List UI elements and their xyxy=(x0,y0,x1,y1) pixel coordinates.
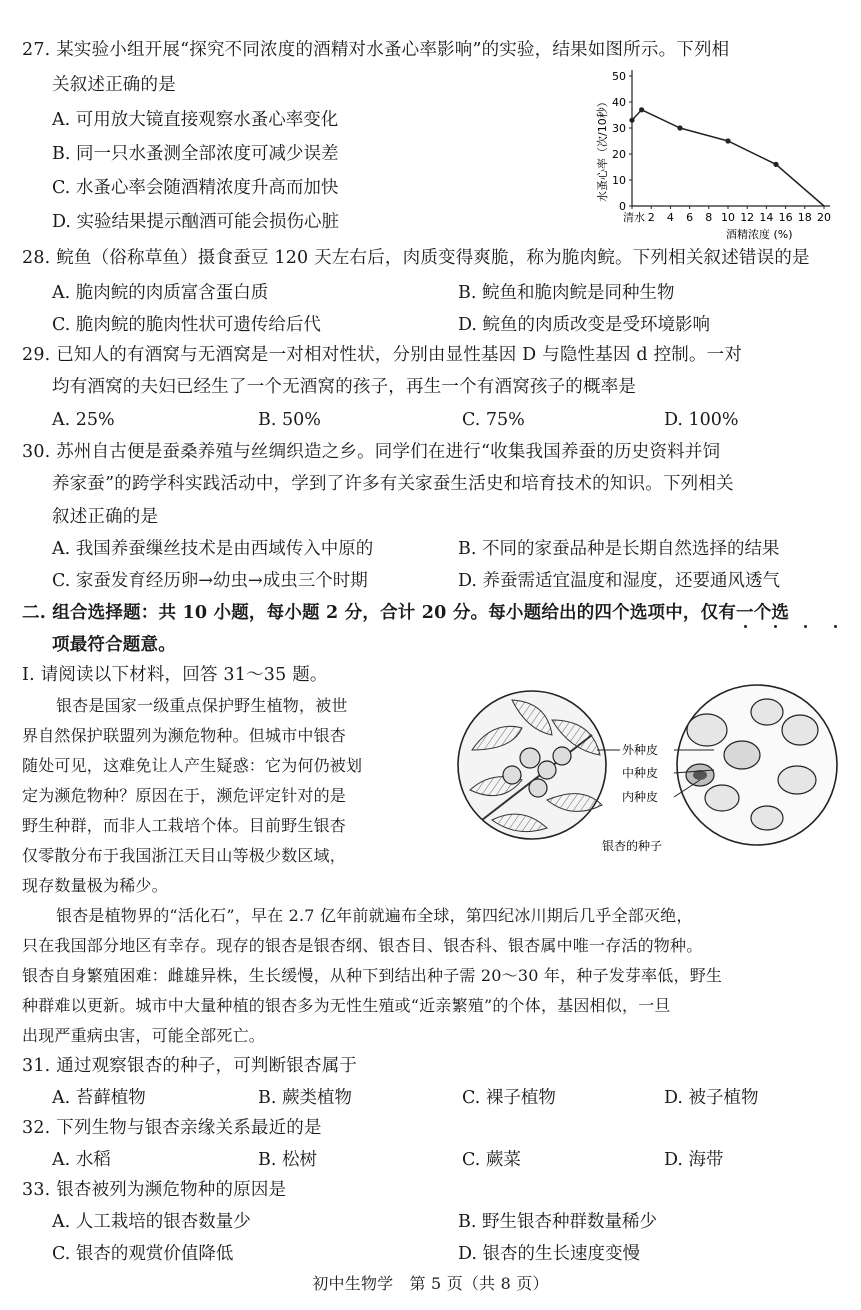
q33-option-b: B. 野生银杏种群数量稀少 xyxy=(458,1212,657,1232)
material-p2-line4: 种群难以更新。城市中大量种植的银杏多为无性生殖或“近亲繁殖”的个体，基因相似，一旦 xyxy=(22,996,671,1015)
material-p1-line3: 随处可见，这难免让人产生疑惑：它为何仍被划 xyxy=(22,756,363,775)
heart-rate-chart xyxy=(588,62,850,244)
chart-y-tick-label: 50 xyxy=(612,70,626,83)
q32-option-a: A. 水稻 xyxy=(52,1150,111,1170)
ginkgo-branch-illustration xyxy=(458,691,606,839)
material-heading: Ⅰ. 请阅读以下材料，回答 31～35 题。 xyxy=(22,665,328,685)
material-p2-line3: 银杏自身繁殖困难：雌雄异株，生长缓慢，从种下到结出种子需 20～30 年，种子发芽率低，野生 xyxy=(22,966,723,985)
label-outer-seed-coat: 外种皮 xyxy=(622,743,659,757)
q33-option-c: C. 银杏的观赏价值降低 xyxy=(52,1244,234,1264)
q33-option-d: D. 银杏的生长速度变慢 xyxy=(458,1244,641,1264)
chart-x-axis-label: 酒精浓度 (%) xyxy=(726,228,793,241)
q30-stem-line2: 养家蚕”的跨学科实践活动中，学到了许多有关家蚕生活史和培育技术的知识。下列相关 xyxy=(52,474,734,494)
q30-option-c: C. 家蚕发育经历卵→幼虫→成虫三个时期 xyxy=(52,571,368,591)
q32-option-b: B. 松树 xyxy=(258,1150,317,1170)
q31-option-c: C. 裸子植物 xyxy=(462,1088,556,1108)
label-middle-seed-coat: 中种皮 xyxy=(622,766,659,780)
q29-option-a: A. 25% xyxy=(52,410,115,430)
chart-x-tick-label: 2 xyxy=(647,211,655,224)
chart-x-tick-label: 8 xyxy=(705,211,713,224)
chart-data-point xyxy=(725,138,730,143)
material-p1-line5: 野生种群，而非人工栽培个体。目前野生银杏 xyxy=(22,816,347,835)
material-p1-line7: 现存数量极为稀少。 xyxy=(22,876,168,895)
q32-option-d: D. 海带 xyxy=(664,1150,724,1170)
q27-stem-line2: 关叙述正确的是 xyxy=(52,75,176,95)
q31-option-b: B. 蕨类植物 xyxy=(258,1088,352,1108)
material-p2-line5: 出现严重病虫害，可能全部死亡。 xyxy=(22,1026,266,1045)
chart-data-point xyxy=(773,162,778,167)
chart-y-tick-label: 10 xyxy=(612,174,626,187)
q30-option-d: D. 养蚕需适宜温度和湿度，还要通风透气 xyxy=(458,571,781,591)
q29-option-d: D. 100% xyxy=(664,410,739,430)
ginkgo-seed-figure xyxy=(452,680,852,870)
q29-stem-line2: 均有酒窝的夫妇已经生了一个无酒窝的孩子，再生一个有酒窝孩子的概率是 xyxy=(52,377,637,397)
material-p2-line2: 只在我国部分地区有幸存。现存的银杏是银杏纲、银杏目、银杏科、银杏属中唯一存活的物种。 xyxy=(22,936,703,955)
q30-option-b: B. 不同的家蚕品种是长期自然选择的结果 xyxy=(458,539,780,559)
chart-x-tick-label: 4 xyxy=(666,211,674,224)
material-p2-line1: 银杏是植物界的“活化石”，早在 2.7 亿年前就遍布全球，第四纪冰川期后几乎全部灭绝， xyxy=(56,906,693,925)
chart-y-tick-label: 0 xyxy=(619,200,626,213)
chart-data-point xyxy=(639,107,644,112)
chart-x-tick-label: 10 xyxy=(721,211,735,224)
q30-option-a: A. 我国养蚕缫丝技术是由西域传入中原的 xyxy=(52,539,374,559)
ginkgo-seed-closeup xyxy=(677,685,837,845)
q27-option-c: C. 水蚤心率会随酒精浓度升高而加快 xyxy=(52,178,339,198)
material-p1-line2: 界自然保护联盟列为濒危物种。但城市中银杏 xyxy=(22,726,347,745)
q27-option-b: B. 同一只水蚤测全部浓度可减少误差 xyxy=(52,144,339,164)
chart-y-tick-label: 40 xyxy=(612,96,626,109)
material-p1-line6: 仅零散分布于我国浙江天目山等极少数区域， xyxy=(22,846,347,865)
q31-option-d: D. 被子植物 xyxy=(664,1088,759,1108)
chart-data-point xyxy=(629,118,634,123)
q27-option-d: D. 实验结果提示酗酒可能会损伤心脏 xyxy=(52,212,340,232)
material-p1-line4: 定为濒危物种？原因在于，濒危评定针对的是 xyxy=(22,786,347,805)
q30-stem-line3: 叙述正确的是 xyxy=(52,507,159,527)
q27-option-a: A. 可用放大镜直接观察水蚤心率变化 xyxy=(52,110,339,130)
figure-caption: 银杏的种子 xyxy=(602,839,663,853)
chart-y-tick-label: 30 xyxy=(612,122,626,135)
section2-heading-line2: 项最符合题意。 xyxy=(52,635,176,655)
chart-x-tick-label: 14 xyxy=(759,211,774,224)
chart-series-line xyxy=(632,110,824,206)
q28-option-a: A. 脆肉鲩的肉质富含蛋白质 xyxy=(52,283,269,303)
chart-x-tick-label: 12 xyxy=(740,211,755,224)
q28-option-c: C. 脆肉鲩的脆肉性状可遗传给后代 xyxy=(52,315,321,335)
label-inner-seed-coat: 内种皮 xyxy=(622,790,659,804)
q33-stem: 33. 银杏被列为濒危物种的原因是 xyxy=(22,1180,287,1200)
q30-stem-line1: 30. 苏州自古便是蚕桑养殖与丝绸织造之乡。同学们在进行“收集我国养蚕的历史资料并饲 xyxy=(22,442,721,462)
q29-option-c: C. 75% xyxy=(462,410,525,430)
q31-stem: 31. 通过观察银杏的种子，可判断银杏属于 xyxy=(22,1056,358,1076)
chart-data-point xyxy=(677,125,682,130)
q32-option-c: C. 蕨菜 xyxy=(462,1150,521,1170)
q28-stem: 28. 鲩鱼（俗称草鱼）摄食蚕豆 120 天左右后，肉质变得爽脆，称为脆肉鲩。下列相关叙述错误的是 xyxy=(22,248,810,268)
page-footer: 初中生物学 第 5 页（共 8 页） xyxy=(312,1274,549,1293)
chart-y-tick-label: 20 xyxy=(612,148,626,161)
chart-x-tick-label: 16 xyxy=(778,211,793,224)
q29-option-b: B. 50% xyxy=(258,410,321,430)
chart-x-tick-label: 18 xyxy=(797,211,812,224)
chart-x-tick-label: 清水 xyxy=(623,211,645,224)
section2-heading-line1: 二. 组合选择题：共 10 小题，每小题 2 分，合计 20 分。每小题给出的四个选项中，仅有一个选 xyxy=(22,603,790,623)
chart-x-tick-label: 6 xyxy=(686,211,694,224)
q27-stem-line1: 27. 某实验小组开展“探究不同浓度的酒精对水蚤心率影响”的实验，结果如图所示。下列相 xyxy=(22,40,730,60)
emphasis-dots xyxy=(738,625,848,631)
chart-x-tick-label: 20 xyxy=(817,211,831,224)
chart-y-axis-label: 水蚤心率（次/10秒） xyxy=(596,96,609,202)
q33-option-a: A. 人工栽培的银杏数量少 xyxy=(52,1212,251,1232)
q28-option-b: B. 鲩鱼和脆肉鲩是同种生物 xyxy=(458,283,675,303)
material-p1-line1: 银杏是国家一级重点保护野生植物，被世 xyxy=(56,696,348,715)
q29-stem-line1: 29. 已知人的有酒窝与无酒窝是一对相对性状，分别由显性基因 D 与隐性基因 d 控制。一对 xyxy=(22,345,743,365)
q28-option-d: D. 鲩鱼的肉质改变是受环境影响 xyxy=(458,315,711,335)
q31-option-a: A. 苔藓植物 xyxy=(52,1088,146,1108)
q32-stem: 32. 下列生物与银杏亲缘关系最近的是 xyxy=(22,1118,322,1138)
